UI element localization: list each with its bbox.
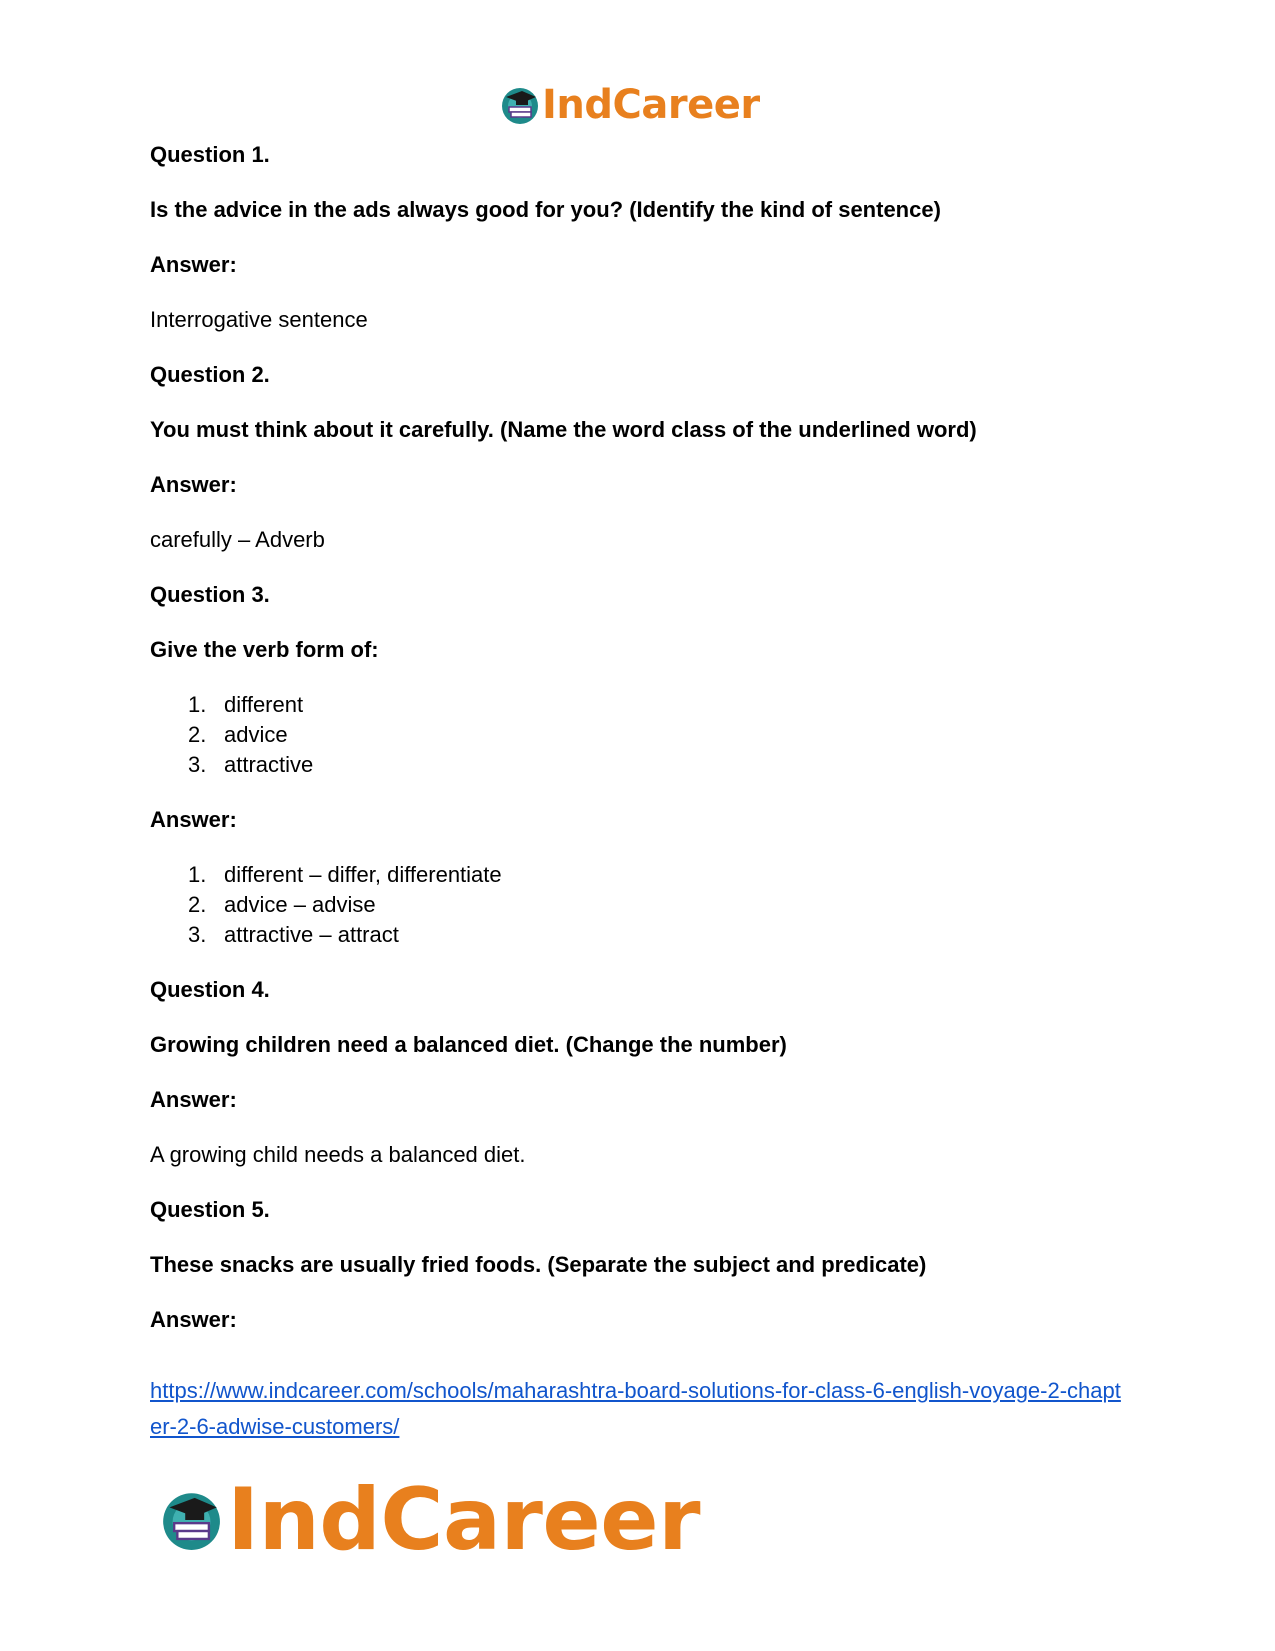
graduation-cap-icon (500, 85, 540, 125)
question-items-list (150, 690, 1130, 780)
answer-text: Interrogative sentence (150, 307, 368, 332)
document-body (150, 140, 1130, 1445)
list-item: different (224, 692, 304, 717)
answer-label: Answer: (150, 1087, 237, 1112)
question-label: Question 3. (150, 582, 270, 607)
list-item: advice (224, 722, 288, 747)
question-label: Question 1. (150, 142, 270, 167)
answer-items-list (150, 860, 1130, 950)
answer-label: Answer: (150, 1307, 237, 1332)
answer-label: Answer: (150, 807, 237, 832)
question-5 (150, 1195, 1130, 1335)
question-1 (150, 140, 1130, 335)
question-prompt: These snacks are usually fried foods. (Separate the subject and predicate) (150, 1252, 927, 1277)
question-prompt: Growing children need a balanced diet. (Change the number) (150, 1032, 787, 1057)
header-logo-text: IndCareer (542, 82, 760, 128)
question-label: Question 5. (150, 1197, 270, 1222)
question-prompt: You must think about it carefully. (Name the word class of the underlined word) (150, 417, 977, 442)
list-item: attractive (224, 752, 314, 777)
footer-logo (160, 1470, 700, 1570)
question-label: Question 2. (150, 362, 270, 387)
answer-text: carefully – Adverb (150, 527, 325, 552)
question-2 (150, 360, 1130, 555)
answer-text: A growing child needs a balanced diet. (150, 1142, 526, 1167)
question-3 (150, 580, 1130, 950)
question-4 (150, 975, 1130, 1170)
list-item: attractive – attract (224, 922, 399, 947)
header-logo (500, 80, 770, 130)
answer-label: Answer: (150, 252, 237, 277)
footer-logo-text: IndCareer (227, 1470, 700, 1570)
source-link[interactable]: https://www.indcareer.com/schools/maharashtra-board-solutions-for-class-6-english-voyage-2-chapter-2-6-adwise-customers/ (150, 1378, 1121, 1439)
list-item: different – differ, differentiate (224, 862, 502, 887)
graduation-cap-icon (160, 1478, 223, 1562)
answer-label: Answer: (150, 472, 237, 497)
question-label: Question 4. (150, 977, 270, 1002)
list-item: advice – advise (224, 892, 376, 917)
question-prompt: Is the advice in the ads always good for you? (Identify the kind of sentence) (150, 197, 941, 222)
question-prompt: Give the verb form of: (150, 637, 379, 662)
